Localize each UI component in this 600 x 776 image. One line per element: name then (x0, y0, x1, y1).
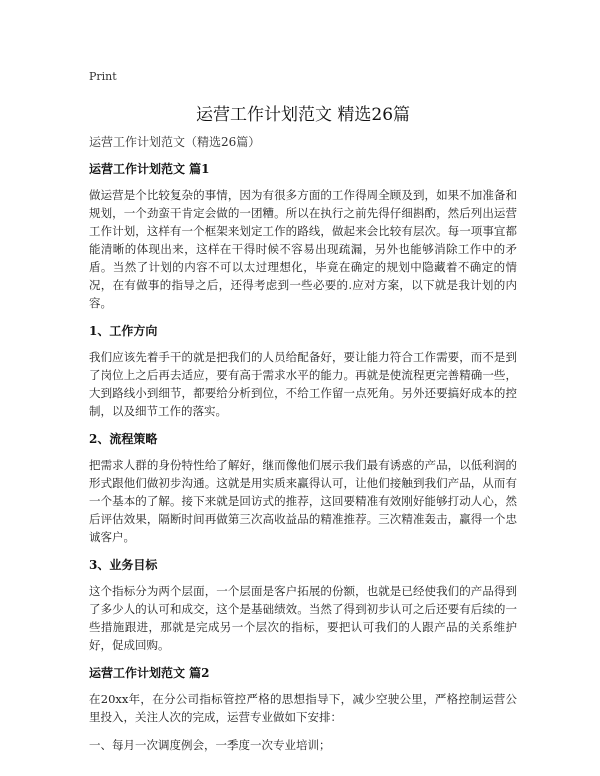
section-heading: 1、工作方向 (89, 324, 158, 338)
paragraph: 在20xx年，在分公司指标管控严格的思想指导下，减少空驶公里，严格控制运营公里投入，关注人次的完成，运营专业做如下安排： (89, 692, 517, 724)
section-heading: 2、流程策略 (89, 432, 158, 446)
section-heading: 运营工作计划范文 篇2 (89, 666, 210, 680)
document-body (89, 160, 517, 764)
section-heading: 运营工作计划范文 篇1 (89, 162, 210, 176)
section-heading: 3、业务目标 (89, 558, 158, 572)
paragraph: 一、每月一次调度例会，一季度一次专业培训； (89, 738, 331, 752)
print-label[interactable]: Print (89, 70, 117, 83)
paragraph: 做运营是个比较复杂的事情，因为有很多方面的工作得周全顾及到，如果不加准备和规划，一个劲蛮干肯定会做的一团糟。所以在执行之前先得仔细斟酌，然后列出运营工作计划，这样有一个框架来划定工作的路线，做起来会比较有层次。每一项事宜都能清晰的体现出来，这样在干得时候不容易出现疏漏，另外也能够消除工作中的矛盾。当然了计划的内容不可以太过理想化，毕竟在确定的规划中隐藏着不确定的情况，在有做事的指导之后，还得考虑到一些必要的.应对方案，以下就是我计划的内容。 (89, 188, 517, 310)
paragraph: 把需求人群的身份特性给了解好，继而像他们展示我们最有诱惑的产品，以低利润的形式跟他们做初步沟通。这就是用实质来赢得认可，让他们接触到我们产品，从而有一个基本的了解。接下来就是回访式的推荐，这回要精准有效刚好能够打动人心，然后评估效果，隔断时间再做第三次高收益品的精准推荐。三次精准轰击，赢得一个忠诚客户。 (89, 458, 517, 544)
document-subtitle: 运营工作计划范文（精选26篇） (89, 135, 261, 149)
document-title: 运营工作计划范文 精选26篇 (195, 105, 411, 125)
paragraph: 我们应该先着手干的就是把我们的人员给配备好，要让能力符合工作需要，而不是到了岗位上之后再去适应，要有高于需求水平的能力。再就是使流程更完善精确一些，大到路线小到细节，都要给分析到位，不给工作留一点死角。另外还要搞好成本的控制，以及细节工作的落实。 (89, 350, 517, 418)
paragraph: 这个指标分为两个层面，一个层面是客户拓展的份额，也就是已经使我们的产品得到了多少人的认可和成交，这个是基础绩效。当然了得到初步认可之后还要有后续的一些措施跟进，那就是完成另一个层次的指标，要把认可我们的人跟产品的关系维护好，促成回购。 (89, 584, 517, 652)
